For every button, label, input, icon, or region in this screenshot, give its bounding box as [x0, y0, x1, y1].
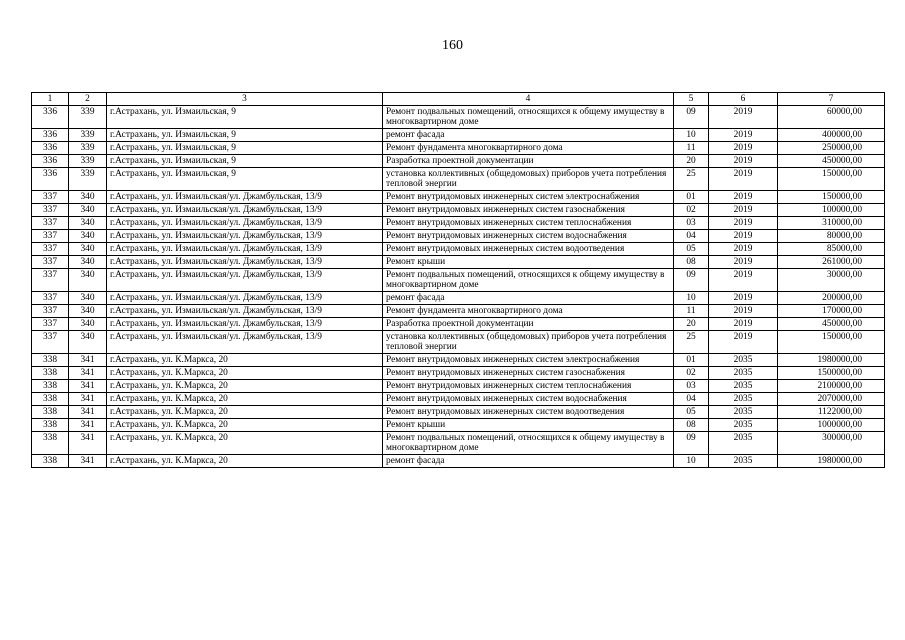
table-row: [32, 191, 885, 204]
address-cell: г.Астрахань, ул. Измаильская/ул. Джамбульская, 13/9: [107, 305, 383, 318]
row-number-cell: 336: [32, 129, 69, 142]
row-number-cell: 337: [32, 243, 69, 256]
house-number-cell: 340: [69, 204, 107, 217]
cost-cell: 1000000,00: [778, 419, 885, 432]
table-body: [32, 106, 885, 468]
address-cell: г.Астрахань, ул. Измаильская/ул. Джамбульская, 13/9: [107, 191, 383, 204]
year-cell: 2019: [709, 106, 778, 129]
work-type-cell: ремонт фасада: [383, 129, 674, 142]
work-code-cell: 05: [674, 243, 709, 256]
header-row: [32, 93, 885, 106]
cost-cell: 450000,00: [778, 318, 885, 331]
house-number-cell: 340: [69, 292, 107, 305]
cost-cell: 2100000,00: [778, 380, 885, 393]
row-number-cell: 338: [32, 354, 69, 367]
work-code-cell: 25: [674, 331, 709, 354]
cost-cell: 261000,00: [778, 256, 885, 269]
row-number-cell: 338: [32, 406, 69, 419]
repair-schedule-table: [31, 92, 885, 468]
table-row: [32, 155, 885, 168]
work-type-cell: Ремонт фундамента многоквартирного дома: [383, 305, 674, 318]
year-cell: 2019: [709, 230, 778, 243]
cost-cell: 250000,00: [778, 142, 885, 155]
cost-cell: 300000,00: [778, 432, 885, 455]
year-cell: 2019: [709, 318, 778, 331]
table-row: [32, 204, 885, 217]
row-number-cell: 336: [32, 155, 69, 168]
year-cell: 2035: [709, 354, 778, 367]
work-type-cell: ремонт фасада: [383, 455, 674, 468]
year-cell: 2019: [709, 142, 778, 155]
address-cell: г.Астрахань, ул. Измаильская/ул. Джамбульская, 13/9: [107, 204, 383, 217]
address-cell: г.Астрахань, ул. Измаильская/ул. Джамбульская, 13/9: [107, 243, 383, 256]
address-cell: г.Астрахань, ул. Измаильская/ул. Джамбульская, 13/9: [107, 217, 383, 230]
work-code-cell: 09: [674, 432, 709, 455]
address-cell: г.Астрахань, ул. Измаильская/ул. Джамбульская, 13/9: [107, 230, 383, 243]
cost-cell: 2070000,00: [778, 393, 885, 406]
column-header-7: 7: [778, 93, 885, 106]
work-type-cell: Ремонт внутридомовых инженерных систем электроснабжения: [383, 191, 674, 204]
row-number-cell: 337: [32, 230, 69, 243]
cost-cell: 30000,00: [778, 269, 885, 292]
work-type-cell: Ремонт внутридомовых инженерных систем теплоснабжения: [383, 380, 674, 393]
table-row: [32, 230, 885, 243]
table-row: [32, 256, 885, 269]
table-row: [32, 243, 885, 256]
house-number-cell: 340: [69, 318, 107, 331]
work-code-cell: 11: [674, 142, 709, 155]
house-number-cell: 339: [69, 129, 107, 142]
cost-cell: 85000,00: [778, 243, 885, 256]
house-number-cell: 341: [69, 380, 107, 393]
year-cell: 2019: [709, 305, 778, 318]
address-cell: г.Астрахань, ул. Измаильская, 9: [107, 106, 383, 129]
address-cell: г.Астрахань, ул. Измаильская, 9: [107, 155, 383, 168]
table-row: [32, 142, 885, 155]
cost-cell: 1980000,00: [778, 455, 885, 468]
work-code-cell: 11: [674, 305, 709, 318]
house-number-cell: 340: [69, 305, 107, 318]
year-cell: 2019: [709, 217, 778, 230]
table-row: [32, 217, 885, 230]
work-type-cell: Ремонт внутридомовых инженерных систем газоснабжения: [383, 204, 674, 217]
cost-cell: 450000,00: [778, 155, 885, 168]
work-code-cell: 01: [674, 191, 709, 204]
address-cell: г.Астрахань, ул. К.Маркса, 20: [107, 393, 383, 406]
table-row: [32, 269, 885, 292]
cost-cell: 200000,00: [778, 292, 885, 305]
address-cell: г.Астрахань, ул. Измаильская/ул. Джамбульская, 13/9: [107, 318, 383, 331]
address-cell: г.Астрахань, ул. К.Маркса, 20: [107, 367, 383, 380]
table-row: [32, 380, 885, 393]
house-number-cell: 339: [69, 168, 107, 191]
house-number-cell: 340: [69, 243, 107, 256]
year-cell: 2019: [709, 155, 778, 168]
work-type-cell: Ремонт крыши: [383, 419, 674, 432]
address-cell: г.Астрахань, ул. Измаильская/ул. Джамбульская, 13/9: [107, 256, 383, 269]
work-type-cell: Ремонт подвальных помещений, относящихся к общему имуществу в многоквартирном доме: [383, 269, 674, 292]
address-cell: г.Астрахань, ул. Измаильская, 9: [107, 168, 383, 191]
work-code-cell: 20: [674, 155, 709, 168]
work-code-cell: 10: [674, 292, 709, 305]
column-header-1: 1: [32, 93, 69, 106]
house-number-cell: 340: [69, 269, 107, 292]
house-number-cell: 341: [69, 393, 107, 406]
row-number-cell: 338: [32, 367, 69, 380]
row-number-cell: 337: [32, 331, 69, 354]
house-number-cell: 341: [69, 455, 107, 468]
year-cell: 2035: [709, 406, 778, 419]
work-code-cell: 08: [674, 256, 709, 269]
row-number-cell: 337: [32, 292, 69, 305]
house-number-cell: 339: [69, 142, 107, 155]
row-number-cell: 337: [32, 217, 69, 230]
table-row: [32, 432, 885, 455]
row-number-cell: 338: [32, 419, 69, 432]
table-row: [32, 318, 885, 331]
work-code-cell: 03: [674, 217, 709, 230]
year-cell: 2019: [709, 269, 778, 292]
work-code-cell: 05: [674, 406, 709, 419]
cost-cell: 1980000,00: [778, 354, 885, 367]
work-type-cell: Ремонт фундамента многоквартирного дома: [383, 142, 674, 155]
work-code-cell: 10: [674, 455, 709, 468]
address-cell: г.Астрахань, ул. Измаильская/ул. Джамбульская, 13/9: [107, 292, 383, 305]
address-cell: г.Астрахань, ул. К.Маркса, 20: [107, 432, 383, 455]
year-cell: 2035: [709, 380, 778, 393]
house-number-cell: 341: [69, 432, 107, 455]
work-code-cell: 20: [674, 318, 709, 331]
work-type-cell: Ремонт внутридомовых инженерных систем водоснабжения: [383, 393, 674, 406]
row-number-cell: 338: [32, 380, 69, 393]
house-number-cell: 341: [69, 354, 107, 367]
address-cell: г.Астрахань, ул. Измаильская/ул. Джамбульская, 13/9: [107, 331, 383, 354]
row-number-cell: 337: [32, 318, 69, 331]
work-code-cell: 25: [674, 168, 709, 191]
year-cell: 2019: [709, 191, 778, 204]
address-cell: г.Астрахань, ул. К.Маркса, 20: [107, 380, 383, 393]
row-number-cell: 338: [32, 455, 69, 468]
table-row: [32, 106, 885, 129]
house-number-cell: 341: [69, 406, 107, 419]
row-number-cell: 337: [32, 256, 69, 269]
house-number-cell: 341: [69, 419, 107, 432]
column-header-5: 5: [674, 93, 709, 106]
year-cell: 2019: [709, 331, 778, 354]
year-cell: 2035: [709, 419, 778, 432]
year-cell: 2035: [709, 393, 778, 406]
house-number-cell: 340: [69, 256, 107, 269]
year-cell: 2035: [709, 367, 778, 380]
column-header-2: 2: [69, 93, 107, 106]
address-cell: г.Астрахань, ул. Измаильская, 9: [107, 129, 383, 142]
work-type-cell: Ремонт внутридомовых инженерных систем водоотведения: [383, 406, 674, 419]
cost-cell: 1122000,00: [778, 406, 885, 419]
column-header-4: 4: [383, 93, 674, 106]
row-number-cell: 338: [32, 432, 69, 455]
work-type-cell: Разработка проектной документации: [383, 318, 674, 331]
table-row: [32, 367, 885, 380]
house-number-cell: 340: [69, 331, 107, 354]
work-code-cell: 10: [674, 129, 709, 142]
work-type-cell: Ремонт подвальных помещений, относящихся к общему имуществу в многоквартирном доме: [383, 432, 674, 455]
table-row: [32, 354, 885, 367]
work-code-cell: 02: [674, 367, 709, 380]
table-row: [32, 305, 885, 318]
column-header-3: 3: [107, 93, 383, 106]
work-type-cell: Ремонт внутридомовых инженерных систем теплоснабжения: [383, 217, 674, 230]
row-number-cell: 336: [32, 142, 69, 155]
cost-cell: 60000,00: [778, 106, 885, 129]
work-code-cell: 03: [674, 380, 709, 393]
house-number-cell: 340: [69, 230, 107, 243]
work-code-cell: 09: [674, 106, 709, 129]
year-cell: 2019: [709, 292, 778, 305]
year-cell: 2019: [709, 204, 778, 217]
work-code-cell: 08: [674, 419, 709, 432]
table-row: [32, 292, 885, 305]
table-row: [32, 129, 885, 142]
cost-cell: 100000,00: [778, 204, 885, 217]
work-code-cell: 04: [674, 230, 709, 243]
house-number-cell: 341: [69, 367, 107, 380]
cost-cell: 150000,00: [778, 331, 885, 354]
row-number-cell: 336: [32, 106, 69, 129]
table-row: [32, 419, 885, 432]
year-cell: 2035: [709, 432, 778, 455]
column-header-6: 6: [709, 93, 778, 106]
work-type-cell: Ремонт внутридомовых инженерных систем электроснабжения: [383, 354, 674, 367]
work-type-cell: Ремонт внутридомовых инженерных систем газоснабжения: [383, 367, 674, 380]
house-number-cell: 340: [69, 217, 107, 230]
table-row: [32, 168, 885, 191]
year-cell: 2019: [709, 256, 778, 269]
work-code-cell: 04: [674, 393, 709, 406]
cost-cell: 150000,00: [778, 191, 885, 204]
work-type-cell: Ремонт крыши: [383, 256, 674, 269]
work-type-cell: Ремонт внутридомовых инженерных систем водоснабжения: [383, 230, 674, 243]
page-number: 160: [442, 38, 463, 53]
cost-cell: 1500000,00: [778, 367, 885, 380]
row-number-cell: 336: [32, 168, 69, 191]
table-row: [32, 406, 885, 419]
work-type-cell: Разработка проектной документации: [383, 155, 674, 168]
year-cell: 2019: [709, 168, 778, 191]
table-row: [32, 455, 885, 468]
cost-cell: 170000,00: [778, 305, 885, 318]
cost-cell: 150000,00: [778, 168, 885, 191]
house-number-cell: 339: [69, 106, 107, 129]
work-type-cell: Ремонт подвальных помещений, относящихся к общему имуществу в многоквартирном доме: [383, 106, 674, 129]
year-cell: 2019: [709, 129, 778, 142]
work-code-cell: 02: [674, 204, 709, 217]
address-cell: г.Астрахань, ул. К.Маркса, 20: [107, 406, 383, 419]
work-type-cell: установка коллективных (общедомовых) приборов учета потребления тепловой энергии: [383, 331, 674, 354]
row-number-cell: 337: [32, 204, 69, 217]
year-cell: 2035: [709, 455, 778, 468]
row-number-cell: 337: [32, 305, 69, 318]
work-code-cell: 09: [674, 269, 709, 292]
year-cell: 2019: [709, 243, 778, 256]
table-row: [32, 331, 885, 354]
row-number-cell: 337: [32, 191, 69, 204]
house-number-cell: 340: [69, 191, 107, 204]
cost-cell: 80000,00: [778, 230, 885, 243]
address-cell: г.Астрахань, ул. Измаильская/ул. Джамбульская, 13/9: [107, 269, 383, 292]
cost-cell: 400000,00: [778, 129, 885, 142]
address-cell: г.Астрахань, ул. Измаильская, 9: [107, 142, 383, 155]
address-cell: г.Астрахань, ул. К.Маркса, 20: [107, 419, 383, 432]
work-type-cell: ремонт фасада: [383, 292, 674, 305]
address-cell: г.Астрахань, ул. К.Маркса, 20: [107, 354, 383, 367]
cost-cell: 310000,00: [778, 217, 885, 230]
table-row: [32, 393, 885, 406]
work-type-cell: Ремонт внутридомовых инженерных систем водоотведения: [383, 243, 674, 256]
house-number-cell: 339: [69, 155, 107, 168]
row-number-cell: 337: [32, 269, 69, 292]
row-number-cell: 338: [32, 393, 69, 406]
work-code-cell: 01: [674, 354, 709, 367]
address-cell: г.Астрахань, ул. К.Маркса, 20: [107, 455, 383, 468]
work-type-cell: установка коллективных (общедомовых) приборов учета потребления тепловой энергии: [383, 168, 674, 191]
